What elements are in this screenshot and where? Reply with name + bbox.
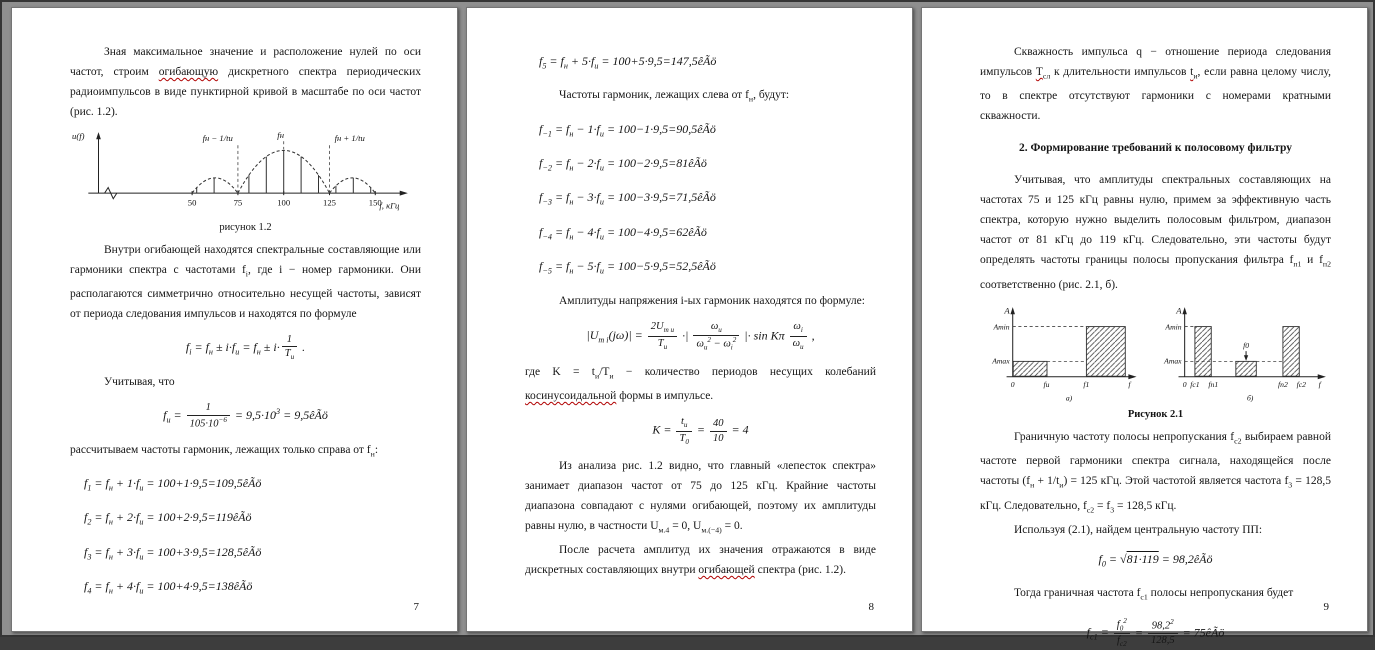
plot-b-amin-label: Amin [1164, 322, 1182, 332]
plot-b-tick-0: 0 [1182, 379, 1187, 389]
numerator: 40 [710, 417, 727, 432]
null-left-label: fн − 1/tи [202, 133, 233, 144]
plot-b-sublabel: б) [1246, 392, 1253, 402]
formula-part: = [1131, 624, 1146, 639]
paragraph-fc1-intro: Тогда граничная частота $f_{с1}$ полосы непропускания будет [1014, 587, 1294, 602]
formula-f-minus-3: $f_{-3} = f_н - 3\cdot f_и$ = 100−3·9,5=71,5êÃö [539, 190, 716, 207]
page-number: 8 [868, 601, 874, 613]
plot-b-axis-f: f [1318, 379, 1321, 389]
denominator: $\omega_и^2 - \omega_i^2$ [696, 336, 737, 352]
numerator: 98,2$^2$ [1148, 618, 1178, 634]
paragraph-main-lobe-analysis: Из анализа рис. 1.2 видно, что главный «лепесток спектра» занимает диапазон частот от 75 до 125 кГц. Крайние частоты диапазона совпадают с нулями огибающей, поэтому их амплитуды равны нулю, в частности $U_{м.4} = 0$, $U_{м.(-4)} = 0$. [525, 459, 876, 535]
filter-template-plots [982, 301, 1330, 405]
tick-150: 150 [368, 197, 382, 208]
page-number: 9 [1323, 601, 1329, 613]
plot-b-amax-label: Amax [1163, 356, 1182, 366]
formula-part: $f_i = f_н \pm i\cdot f_и = f_н \pm i\cdot$ [185, 339, 280, 356]
fraction [1148, 618, 1178, 648]
page-number: 7 [413, 601, 419, 613]
numerator: $2U_{т и}$ [648, 320, 677, 336]
formula-part: $|U_{т i}(j\omega)|$ = [586, 328, 646, 345]
fraction [187, 401, 230, 431]
formula-harmonic-amplitude [525, 320, 876, 353]
spectrum-plot [70, 128, 416, 218]
formula-f3: $f_3 = f_н + 3\cdot f_и$ = 100+3·9,5=128,5êÃö [84, 544, 262, 562]
fraction [1114, 617, 1130, 650]
paragraph-after-calculation: После расчета амплитуд их значения отражаются в виде дискретных составляющих внутри огибающей спектра (рис. 1.2). [525, 544, 876, 577]
paragraph-filter-requirements: Учитывая, что амплитуды спектральных составляющих на частотах 75 и 125 кГц равны нулю, примем за эффективную часть спектра, которую нужно выделить полосовым фильтром, диапазон частот от 81 кГц до 119 кГц. Следовательно, эти частоты будут определять частоты границы полосы пропускания фильтра $f_{п1}$ и $f_{п2}$ соответственно (рис. 2.1, б). [980, 174, 1331, 291]
plot-a-guides [1012, 326, 1086, 361]
paragraph-left-harmonics: Частоты гармоник, лежащих слева от $f_н$, будут: [559, 89, 790, 104]
plot-a-tick-0: 0 [1010, 379, 1015, 389]
formula-f-minus-2: $f_{-2} = f_н - 2\cdot f_и$ = 100−2·9,5=81êÃö [539, 156, 707, 173]
formula-part: K = [652, 422, 675, 437]
plot-a-amax-label: Amax [991, 356, 1010, 366]
denominator: 128,5 [1150, 635, 1175, 647]
formula-f-minus-4: $f_{-4} = f_н - 4\cdot f_и$ = 100−4·9,5=62êÃö [539, 224, 707, 242]
document-page-7[interactable] [11, 7, 458, 632]
numerator: 1 [187, 401, 230, 416]
denominator: $105\cdot 10^{-6}$ [189, 415, 227, 429]
numerator: $f_0^2$ [1114, 617, 1130, 635]
figure-2-1 [980, 301, 1331, 425]
numerator: $\omega_и$ [693, 320, 739, 336]
tick-75: 75 [233, 197, 243, 208]
tick-125: 125 [323, 197, 336, 208]
harmonic-lines [197, 150, 371, 193]
plot-a-tick-fi: fи [1043, 379, 1049, 389]
figure-1-2-caption: рисунок 1.2 [219, 221, 272, 233]
paragraph-duty-cycle: Скважность импульса q − отношение периода следования импульсов $Т_{сл}$ к длительности импульсов $t_и$, если равна целому числу, то в спектре отсутствуют гармоники с номерами кратными скважности. [980, 46, 1331, 123]
formula-central-frequency: $f_0 = √81\cdot 119$ = 98,2êÃö [1098, 551, 1213, 569]
denominator: $f_{с2}$ [1116, 635, 1127, 649]
formula-f2: $f_2 = f_н + 2\cdot f_и$ = 100+2·9,5=119êÃö [84, 510, 252, 527]
figure-1-2 [70, 128, 421, 238]
formula-part: , [808, 328, 815, 343]
denominator: $\omega_и$ [792, 337, 804, 351]
denominator: $T_0$ [679, 432, 689, 446]
carrier-frequency-label: fн [277, 130, 284, 141]
plot-b-tick-fp2: fп2 [1277, 379, 1288, 389]
fraction [676, 415, 691, 447]
paragraph-k-definition: где $K = t_и/T_и$ − количество периодов несущих колебаний косинусоидальной формы в импульсе. [525, 365, 876, 403]
x-axis-label: f, кГц [379, 200, 400, 211]
formula-pulse-repetition-frequency [70, 401, 421, 431]
plot-b-passband-hatch [1235, 361, 1255, 376]
y-axis-label: u(f) [72, 131, 85, 142]
plot-b-y-label: A [1175, 304, 1182, 315]
plot-b-left-stopband-hatch [1194, 326, 1210, 376]
plot-a-tick-f1: f1 [1082, 379, 1089, 389]
paragraph-right-harmonics: рассчитываем частоты гармоник, лежащих только справа от $f_н$: [70, 443, 379, 458]
formula-harmonic-frequency [70, 333, 421, 363]
formula-f5: $f_5 = f_н + 5\cdot f_и$ = 100+5·9,5=147,5êÃö [539, 54, 717, 71]
fraction [693, 320, 739, 353]
fraction [648, 320, 677, 352]
formula-part: . [299, 339, 306, 354]
formula-part: = [693, 422, 708, 437]
formula-part: = $9,5\cdot 10^3$ = 9,5êÃö [231, 406, 328, 422]
section-heading: 2. Формирование требований к полосовому фильтру [1018, 142, 1292, 155]
formula-f-minus-5: $f_{-5} = f_н - 5\cdot f_и$ = 100−5·9,5=52,5êÃö [539, 259, 716, 276]
formula-part: ·| [679, 328, 692, 343]
fraction [790, 320, 807, 352]
plot-b-tick-fp1: fп1 [1207, 379, 1218, 389]
fraction [710, 417, 727, 445]
plot-b-right-stopband-hatch [1282, 326, 1298, 376]
formula-k-value [525, 415, 876, 447]
document-page-9[interactable] [921, 7, 1368, 649]
document-page-8[interactable] [466, 7, 913, 632]
plot-a-passband-hatch [1013, 361, 1047, 376]
plot-b-tick-fc1: fс1 [1189, 379, 1200, 389]
paragraph-stopband-edge: Граничную частоту полосы непропускания $f_{с2}$ выбираем равной частоте первой гармоники спектра сигнала, находящейся после частоты $(f_н + 1/t_и) = 125$ кГц. Этой частотой является частота $f_3 = 128,5$ кГц. Следовательно, $f_{с2} = f_3 = 128,5$ кГц. [980, 430, 1331, 514]
numerator: $\omega_i$ [790, 320, 807, 336]
denominator: $T_и$ [657, 337, 668, 351]
formula-part: = 4 [728, 422, 749, 437]
formula-part: $f_и$ = [163, 407, 185, 424]
paragraph-envelope-intro: Зная максимальное значение и расположение нулей по оси частот, строим огибающую дискретного спектра периодических радиоимпульсов в виде пунктирной кривой в масштабе по оси частот (рис. 1.2). [70, 46, 421, 118]
paragraph-amplitudes-intro: Амплитуды напряжения i-ых гармоник находятся по формуле: [559, 294, 865, 307]
formula-part: $f_{с1}$ = [1086, 624, 1112, 642]
null-right-label: fн + 1/tи [334, 133, 365, 144]
fraction [282, 333, 297, 363]
paragraph-harmonics-intro: Внутри огибающей находятся спектральные составляющие или гармоники спектра с частотами $f_i$, где i − номер гармоники. Они располагаются симметрично относительно несущей частоты, зависят от периода следования импульсов и находятся по формуле [70, 243, 421, 320]
plot-a-y-label: A [1003, 304, 1010, 315]
formula-part: = 75êÃö [1179, 624, 1225, 639]
figure-2-1-caption: Рисунок 2.1 [1127, 408, 1184, 420]
formula-f4: $f_4 = f_н + 4\cdot f_и$ = 100+4·9,5=138êÃö [84, 579, 253, 596]
numerator: $t_и$ [676, 415, 691, 431]
plot-b-tick-fc2: fс2 [1296, 379, 1306, 389]
plot-b-f0-label: f0 [1242, 340, 1249, 350]
paragraph-given-that: Учитывая, что [104, 375, 175, 388]
plot-a-stopband-hatch [1086, 326, 1125, 376]
plot-a-sublabel: а) [1065, 392, 1072, 402]
formula-f-minus-1: $f_{-1} = f_н - 1\cdot f_и$ = 100−1·9,5=90,5êÃö [539, 121, 716, 139]
denominator: 10 [713, 432, 724, 444]
paragraph-central-frequency-intro: Используя (2.1), найдем центральную частоту ПП: [1014, 523, 1263, 536]
plot-a-amin-label: Amin [992, 322, 1010, 332]
numerator: 1 [282, 333, 297, 348]
formula-fc1 [980, 617, 1331, 650]
formula-part: |· sin Kπ [741, 328, 788, 343]
plot-a-axis-f: f [1127, 379, 1130, 389]
tick-50: 50 [187, 197, 197, 208]
formula-f1: $f_1 = f_н + 1\cdot f_и$ = 100+1·9,5=109,5êÃö [84, 475, 262, 493]
denominator: $T_и$ [284, 348, 295, 362]
tick-100: 100 [277, 197, 291, 208]
